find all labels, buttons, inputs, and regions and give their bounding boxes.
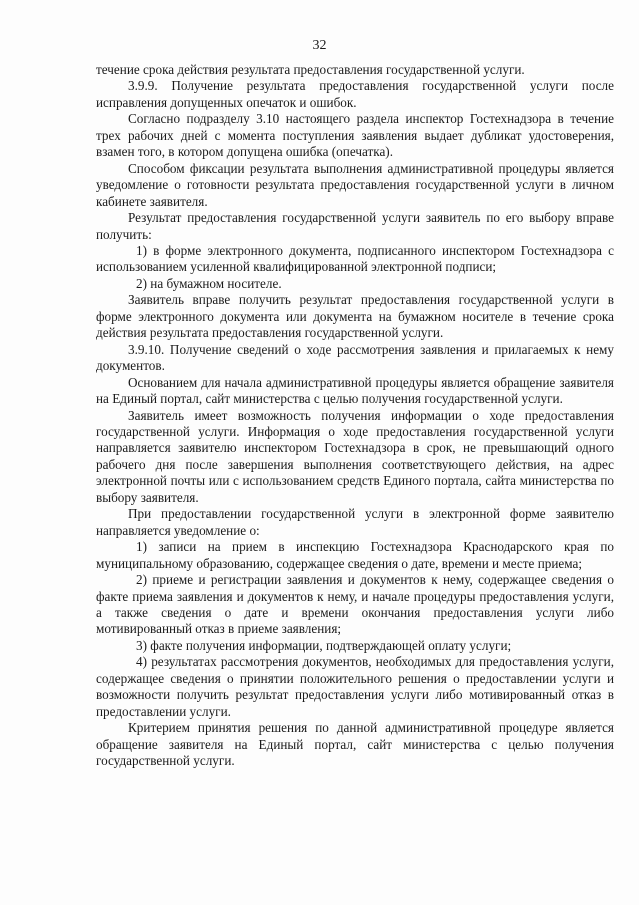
paragraph-6: Заявитель вправе получить результат предоставления государственной услуги в форме электронного документа или документа на бумажном носителе в течение срока действия результата предоставления государственной услуги. xyxy=(96,292,614,341)
list-item-6: 4) результатах рассмотрения документов, необходимых для предоставления услуги, содержащее сведения о принятии положительного решения о предоставлении услуги и возможности получить результат предоставления услуги либо мотивированный отказ в предоставлении услуги. xyxy=(96,654,614,719)
list-item-1: 1) в форме электронного документа, подписанного инспектором Гостехнадзора с использованием усиленной квалифицированной электронной подписи; xyxy=(96,242,614,275)
paragraph-10: При предоставлении государственной услуги в электронной форме заявителю направляется уведомление о: xyxy=(96,506,614,538)
paragraph-1: течение срока действия результата предоставления государственной услуги. xyxy=(96,62,525,77)
paragraph-7: 3.9.10. Получение сведений о ходе рассмотрения заявления и прилагаемых к нему документов. xyxy=(96,341,614,374)
list-item-2: 2) на бумажном носителе. xyxy=(136,275,282,291)
paragraph-3: Согласно подразделу 3.10 настоящего раздела инспектор Гостехнадзора в течение трех рабочих дней с момента поступления заявления выдает дубликат удостоверения, взамен того, в котором допущена ошибка (опечатка). xyxy=(96,111,614,160)
paragraph-4: Способом фиксации результата выполнения административной процедуры является уведомление о готовности результата предоставления государственной услуги в личном кабинете заявителя. xyxy=(96,160,614,209)
paragraph-2: 3.9.9. Получение результата предоставления государственной услуги после исправления допущенных опечаток и ошибок. xyxy=(96,78,614,110)
list-item-4: 2) приеме и регистрации заявления и документов к нему, содержащее сведения о факте приема заявления и документов к нему, и начале процедуры предоставления услуги, а также сведения о дате и времени окончания предоставления услуги либо мотивированный отказ в приеме заявления; xyxy=(96,572,614,637)
paragraph-9: Заявитель имеет возможность получения информации о ходе предоставления государственной услуги. Информация о ходе предоставления государственной услуги направляется заявителю инспектором Гостехнадзора в срок, не превышающий одного рабочего дня после завершения выполнения соответствующего действия, на адрес электронной почты или с использованием средств Единого портала, сайта министерства по выбору заявителя. xyxy=(96,407,614,505)
paragraph-8: Основанием для начала административной процедуры является обращение заявителя на Единый портал, сайт министерства с целью получения государственной услуги. xyxy=(96,374,614,407)
paragraph-11: Критерием принятия решения по данной административной процедуре является обращение заявителя на Единый портал, сайт министерства с целью получения государственной услуги. xyxy=(96,720,614,769)
paragraph-5: Результат предоставления государственной услуги заявитель по его выбору вправе получить: xyxy=(96,210,614,242)
list-item-3: 1) записи на прием в инспекцию Гостехнадзора Краснодарского края по муниципальному образованию, содержащее сведения о дате, времени и месте приема; xyxy=(96,539,614,571)
list-item-5: 3) факте получения информации, подтверждающей оплату услуги; xyxy=(136,637,512,653)
document-body xyxy=(96,62,614,769)
page-number: 32 xyxy=(312,38,327,53)
